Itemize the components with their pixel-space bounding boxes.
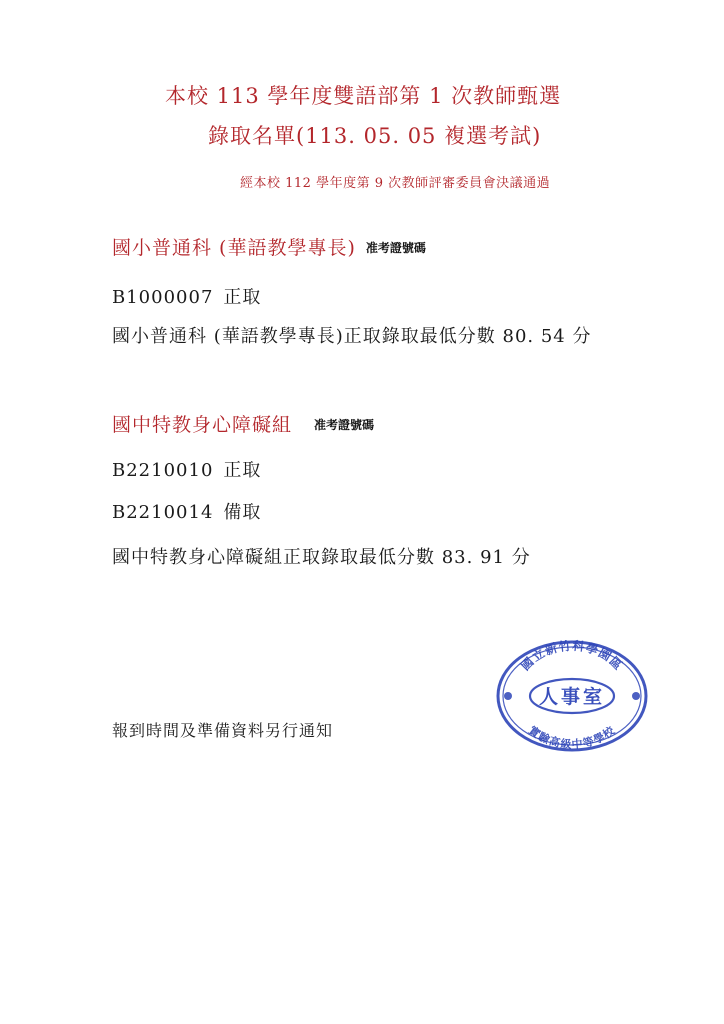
approval-note: 經本校 112 學年度第 9 次教師評審委員會決議通過 <box>240 176 551 191</box>
admission-status: 正取 <box>223 287 262 308</box>
exam-number-label: 准考證號碼 <box>365 241 426 255</box>
section-category: 國中特教身心障礙組 <box>112 414 293 436</box>
section-category: 國小普通科 (華語教學專長) <box>112 237 356 259</box>
section-heading <box>112 410 374 437</box>
admission-row <box>112 498 261 524</box>
section-heading <box>112 233 426 260</box>
exam-number: B2210010 <box>112 460 214 481</box>
exam-number-label: 准考證號碼 <box>314 418 375 432</box>
document-title: 本校 113 學年度雙語部第 1 次教師甄選 <box>165 84 562 108</box>
exam-number: B1000007 <box>112 287 214 308</box>
admission-status: 正取 <box>223 460 262 481</box>
minimum-score-line: 國小普通科 (華語教學專長)正取錄取最低分數 80. 54 分 <box>112 326 592 347</box>
stamp-bottom-text: 實驗高級中等學校 <box>526 723 618 752</box>
minimum-score-line: 國中特教身心障礙組正取錄取最低分數 83. 91 分 <box>112 547 531 568</box>
report-notice: 報到時間及準備資料另行通知 <box>112 721 334 740</box>
official-seal-stamp <box>494 634 650 754</box>
admission-row <box>112 283 261 309</box>
document-title-line2: 錄取名單(113. 05. 05 複選考試) <box>208 124 542 148</box>
stamp-top-text: 國立新竹科學園區 <box>518 638 626 674</box>
stamp-center-text: 人事室 <box>538 686 606 708</box>
admission-row <box>112 456 261 482</box>
exam-number: B2210014 <box>112 502 214 523</box>
svg-text:實驗高級中等學校 <box>526 723 618 751</box>
admission-status: 備取 <box>223 502 262 523</box>
